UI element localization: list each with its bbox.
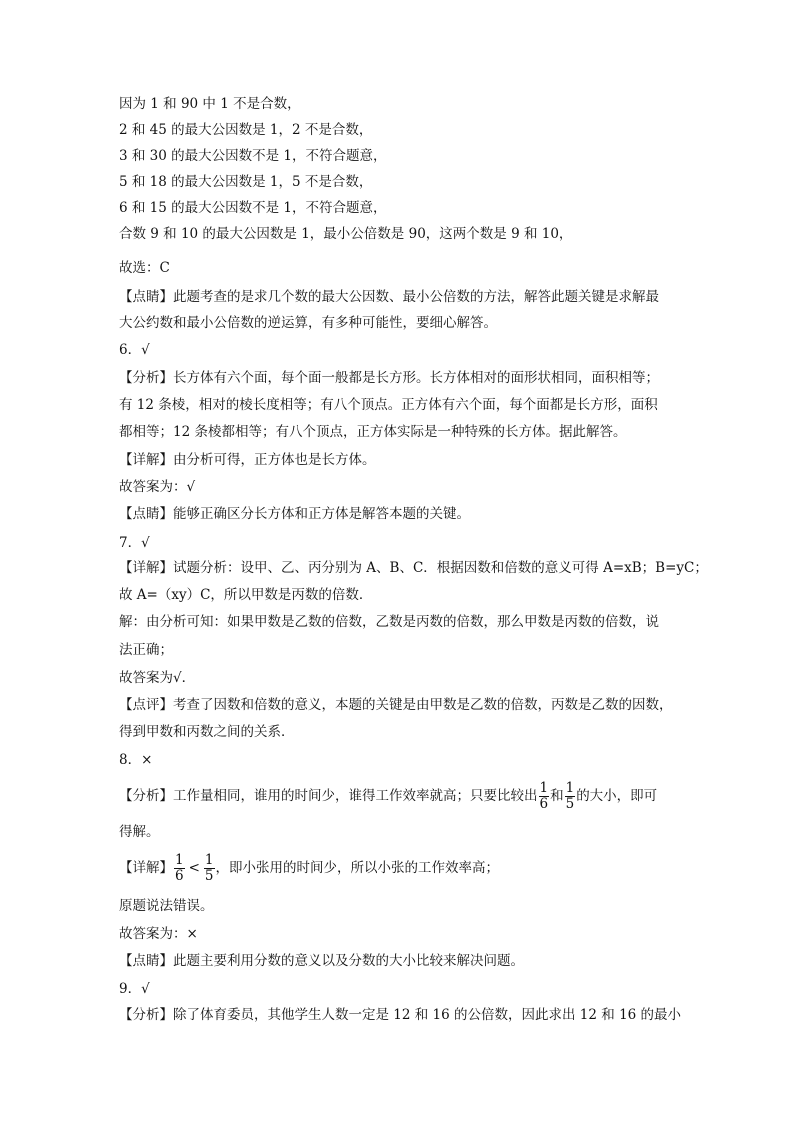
text-line: 2 和 45 的最大公因数是 1，2 不是合数， — [119, 122, 373, 138]
fraction-numerator: 1 — [539, 780, 549, 796]
question-number: 6．√ — [119, 342, 150, 358]
text-line: 【分析】长方体有六个面，每个面一般都是长方形。长方体相对的面形状相同，面积相等； — [119, 370, 659, 386]
q8-analysis-line — [119, 781, 657, 812]
question-number: 7．√ — [119, 535, 150, 551]
text-line: 【点睛】此题考查的是求几个数的最大公因数、最小公倍数的方法，解答此题关键是求解最 — [119, 289, 659, 305]
question-number: 9．√ — [119, 981, 150, 997]
text-line: 故答案为：√ — [119, 479, 196, 495]
text-line: 原题说法错误。 — [119, 898, 214, 914]
text-line: 【分析】除了体育委员，其他学生人数一定是 12 和 16 的公倍数，因此求出 12 和 16 的最小 — [119, 1007, 682, 1023]
text-line: 6 和 15 的最大公因数不是 1，不符合题意， — [119, 200, 387, 216]
q8-detail-line — [119, 853, 499, 884]
fraction-denominator: 6 — [539, 796, 549, 812]
text-span: 的大小，即可 — [576, 788, 658, 804]
text-line: 【点睛】此题主要利用分数的意义以及分数的大小比较来解决问题。 — [119, 953, 524, 969]
text-line: 得解。 — [119, 824, 160, 840]
text-line: 故答案为√． — [119, 670, 196, 686]
less-than-sign: < — [188, 860, 200, 876]
text-line: 【点评】考查了因数和倍数的意义，本题的关键是由甲数是乙数的倍数，丙数是乙数的因数， — [119, 697, 673, 713]
text-line: 5 和 18 的最大公因数是 1，5 不是合数， — [119, 174, 373, 190]
question-number: 8．× — [119, 752, 153, 768]
text-line: 3 和 30 的最大公因数不是 1，不符合题意， — [119, 148, 387, 164]
fraction-numerator: 1 — [175, 852, 184, 868]
text-line: 【详解】由分析可得，正方体也是长方体。 — [119, 452, 376, 468]
fraction-one-sixth — [174, 853, 185, 884]
text-line: 得到甲数和丙数之间的关系． — [119, 724, 295, 740]
text-span: 【详解】 — [119, 860, 173, 876]
text-line: 大公约数和最小公倍数的逆运算，有多种可能性，要细心解答。 — [119, 315, 497, 331]
text-line: 故 A=（xy）C，所以甲数是丙数的倍数． — [119, 587, 373, 603]
fraction-numerator: 1 — [565, 780, 575, 796]
text-span: 和 — [550, 788, 564, 804]
text-line: 解：由分析可知：如果甲数是乙数的倍数，乙数是丙数的倍数，那么甲数是丙数的倍数，说 — [119, 614, 659, 630]
text-line: 故答案为：× — [119, 926, 198, 942]
fraction-numerator: 1 — [204, 852, 214, 868]
fraction-one-sixth — [539, 781, 550, 812]
text-line: 因为 1 和 90 中 1 不是合数， — [119, 96, 301, 112]
fraction-denominator: 5 — [565, 796, 575, 812]
text-line: 合数 9 和 10 的最大公因数是 1，最小公倍数是 90，这两个数是 9 和 10， — [119, 226, 573, 242]
text-line: 法正确； — [119, 642, 173, 658]
text-span: 【分析】工作量相同，谁用的时间少，谁得工作效率就高；只要比较出 — [119, 788, 538, 804]
fraction-denominator: 5 — [204, 868, 214, 884]
text-span: ，即小张用的时间少，所以小张的工作效率高； — [215, 860, 499, 876]
text-line: 【点睛】能够正确区分长方体和正方体是解答本题的关键。 — [119, 506, 470, 522]
text-line: 【详解】试题分析：设甲、乙、丙分别为 A、B、C．根据因数和倍数的意义可得 A=xB；B=yC； — [119, 560, 708, 576]
fraction-denominator: 6 — [175, 868, 184, 884]
fraction-one-fifth — [204, 853, 215, 884]
fraction-one-fifth — [565, 781, 576, 812]
text-line: 有 12 条棱，相对的棱长度相等；有八个顶点。正方体有六个面，每个面都是长方形，面积 — [119, 397, 658, 413]
text-line: 故选：C — [119, 260, 170, 276]
text-line: 都相等；12 条棱都相等；有八个顶点，正方体实际是一种特殊的长方体。据此解答。 — [119, 424, 627, 440]
